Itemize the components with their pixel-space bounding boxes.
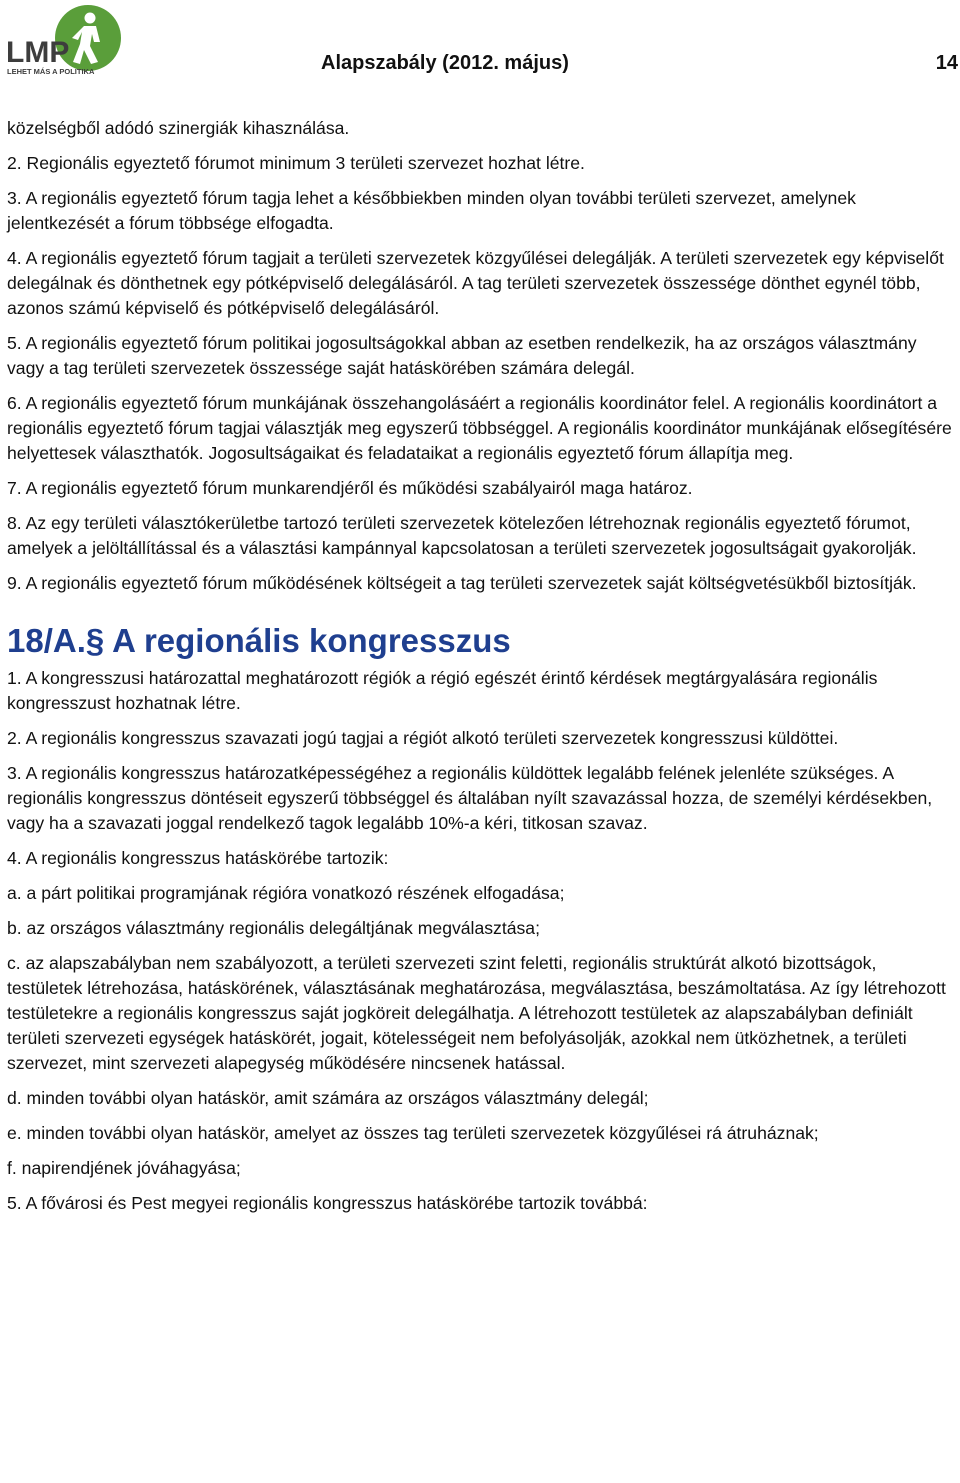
paragraph: 8. Az egy területi választókerületbe tartozó területi szervezetek kötelezően létrehoznak regionális egyeztető fórumot, amelyek a jelöltállítással és a választási kampánnyal kapcsolatosan a területi szervezetek jogosultságait gyakorolják. [7,513,917,558]
paragraph: 5. A regionális egyeztető fórum politikai jogosultságokkal abban az esetben rendelkezik, ha az országos választmány vagy a tag területi szervezetek összessége saját hatáskörében számára delegál. [7,333,917,378]
section-heading: 18/A.§ A regionális kongresszus [7,622,511,659]
document-body [7,116,955,1226]
page-header [0,0,960,90]
list-item: e. minden további olyan hatáskör, amelyet az összes tag területi szervezetek közgyűlései rá átruháznak; [7,1123,819,1143]
paragraph: 9. A regionális egyeztető fórum működésének költségeit a tag területi szervezetek saját költségvetésükből biztosítják. [7,573,917,593]
paragraph: 4. A regionális kongresszus hatáskörébe tartozik: [7,848,389,868]
list-item: f. napirendjének jóváhagyása; [7,1158,241,1178]
logo-brand-text: LMP [6,36,70,69]
paragraph: 4. A regionális egyeztető fórum tagjait a területi szervezetek közgyűlései delegálják. A területi szervezetek egy képviselőt delegálnak és dönthetnek egy pótképviselő delegálásáról. A tag területi szervezetek összessége dönthet egynél több, azonos számú képviselő és pótképviselő delegálásáról. [7,248,944,318]
document-title: Alapszabály (2012. május) [321,52,569,74]
list-item: c. az alapszabályban nem szabályozott, a területi szervezeti szint feletti, regionális struktúrát alkotó bizottságok, testületek létrehozása, hatáskörének, választásának meghatározása, megválasztása, beszámoltatása. Az így létrehozott testületekre a regionális kongresszus saját jogköreit delegálhatja. A létrehozott testületek az alapszabályban definiált területi szervezeti egységek hatáskörét, jogait, kötelességeit nem befolyásolják, azokkal nem ütközhetnek, a területi szervezet, mint szervezeti alapegység működésére nincsenek hatással. [7,953,946,1073]
paragraph: 6. A regionális egyeztető fórum munkájának összehangolásáért a regionális koordinátor felel. A regionális koordinátort a regionális egyeztető fórum tagjai választják meg egyszerű többséggel. A regionális koordinátor munkájának elősegítésére helyettesek választhatók. Jogosultságaikat és feladataikat a regionális egyeztető fórum állapítja meg. [7,393,952,463]
list-item: a. a párt politikai programjának régióra vonatkozó részének elfogadása; [7,883,565,903]
paragraph: 5. A fővárosi és Pest megyei regionális kongresszus hatáskörébe tartozik továbbá: [7,1193,648,1213]
page-number: 14 [935,52,958,74]
paragraph: közelségből adódó szinergiák kihasználása. [7,118,350,138]
paragraph: 7. A regionális egyeztető fórum munkarendjéről és működési szabályairól maga határoz. [7,478,693,498]
paragraph: 1. A kongresszusi határozattal meghatározott régiók a régió egészét érintő kérdések megtárgyalására regionális kongresszust hozhatnak létre. [7,668,878,713]
lmp-logo [4,2,124,80]
paragraph: 2. Regionális egyeztető fórumot minimum 3 területi szervezet hozhat létre. [7,153,585,173]
list-item: d. minden további olyan hatáskör, amit számára az országos választmány delegál; [7,1088,649,1108]
list-item: b. az országos választmány regionális delegáltjának megválasztása; [7,918,540,938]
paragraph: 3. A regionális egyeztető fórum tagja lehet a későbbiekben minden olyan további területi szervezet, amelynek jelentkezését a fórum többsége elfogadta. [7,188,856,233]
logo-tagline-text: LEHET MÁS A POLITIKA [7,67,95,76]
paragraph: 2. A regionális kongresszus szavazati jogú tagjai a régiót alkotó területi szervezetek kongresszusi küldöttei. [7,728,839,748]
paragraph: 3. A regionális kongresszus határozatképességéhez a regionális küldöttek legalább felének jelenléte szükséges. A regionális kongresszus döntéseit egyszerű többséggel és általában nyílt szavazással hozza, de személyi kérdésekben, vagy ha a szavazati joggal rendelkező tagok legalább 10%-a kéri, titkosan szavaz. [7,763,933,833]
